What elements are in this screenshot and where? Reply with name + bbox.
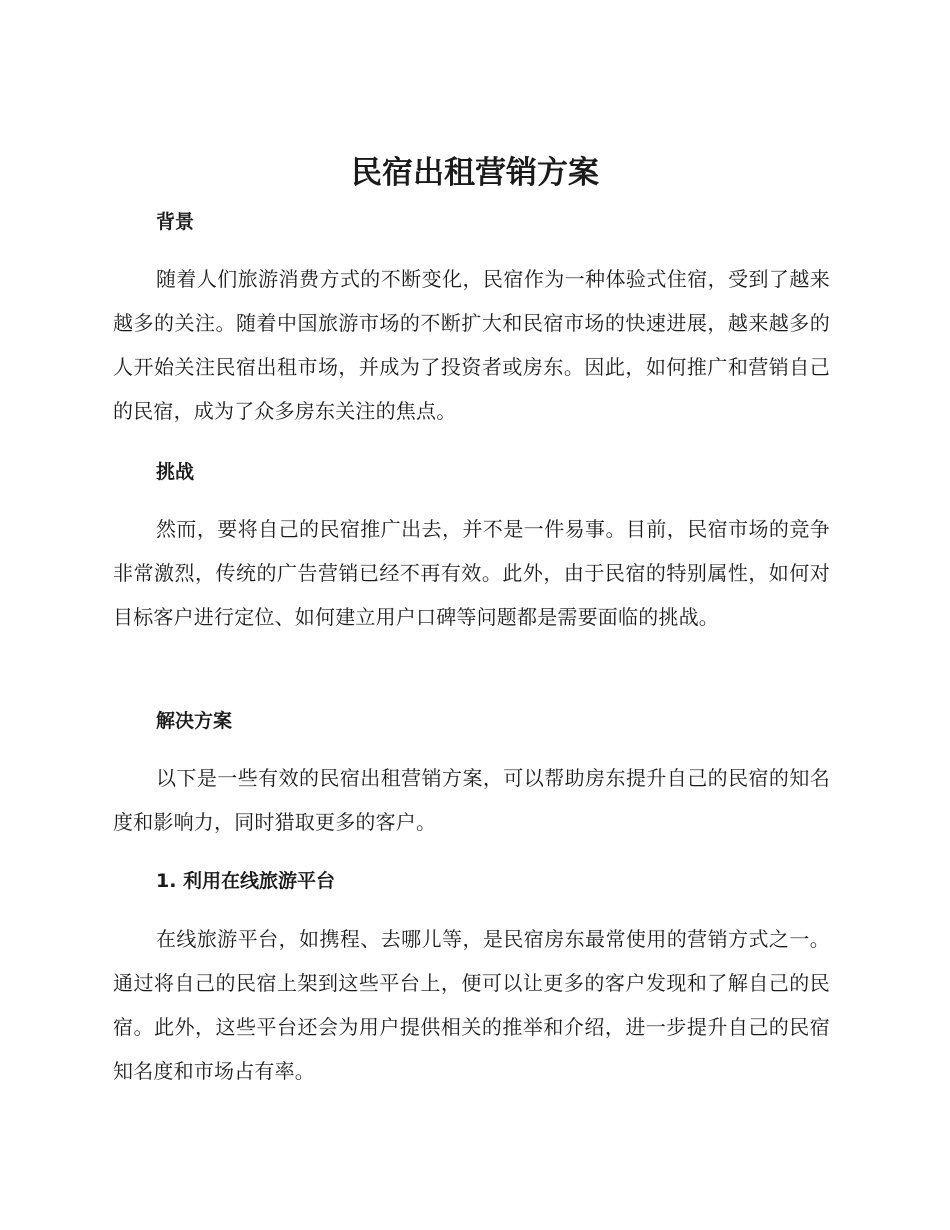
section-heading-background: 背景	[156, 211, 195, 233]
section-paragraph-solution: 以下是一些有效的民宿出租营销方案，可以帮助房东提升自己的民宿的知名度和影响力，同时猎取更多的客户。	[113, 766, 830, 834]
section-paragraph-online-platform: 在线旅游平台，如携程、去哪儿等，是民宿房东最常使用的营销方式之一。通过将自己的民宿上架到这些平台上，便可以让更多的客户发现和了解自己的民宿。此外，这些平台还会为用户提供相关的推举和介绍，进一步提升自己的民宿知名度和市场占有率。	[113, 927, 830, 1083]
section-heading-solution: 解决方案	[156, 710, 233, 732]
section-paragraph-challenge: 然而，要将自己的民宿推广出去，并不是一件易事。目前，民宿市场的竞争非常激烈，传统的广告营销已经不再有效。此外，由于民宿的特别属性，如何对目标客户进行定位、如何建立用户口碑等问题都是需要面临的挑战。	[113, 517, 830, 629]
document-title: 民宿出租营销方案	[351, 155, 599, 191]
section-heading-online-platform: 1. 利用在线旅游平台	[156, 870, 336, 892]
section-heading-challenge: 挑战	[156, 461, 195, 483]
section-paragraph-background: 随着人们旅游消费方式的不断变化，民宿作为一种体验式住宿，受到了越来越多的关注。随着中国旅游市场的不断扩大和民宿市场的快速进展，越来越多的人开始关注民宿出租市场，并成为了投资者或房东。因此，如何推广和营销自己的民宿，成为了众多房东关注的焦点。	[113, 267, 830, 423]
